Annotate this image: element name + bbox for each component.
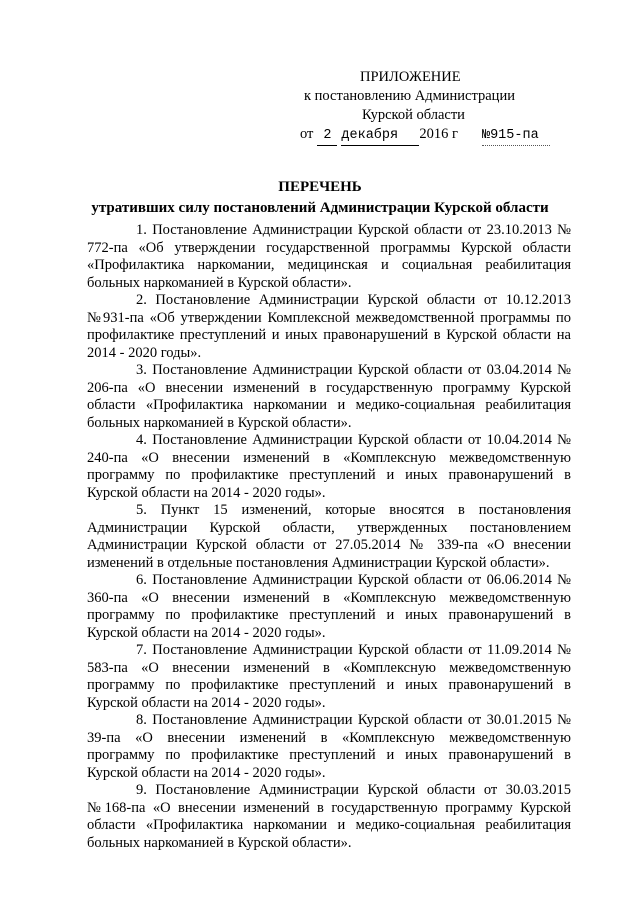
document-subtitle: утративших силу постановлений Администрации Курской области (91, 200, 549, 216)
list-item: 4. Постановление Администрации Курской области от 10.04.2014 № 240-па «О внесении изменений в «Комплексную межведомственную программу по профилактике преступлений и иных правонарушений в Курской области на 2014 - 2020 годы». (87, 432, 571, 501)
appendix-date-line (300, 125, 560, 146)
list-item: 7. Постановление Администрации Курской области от 11.09.2014 № 583-па «О внесении изменений в «Комплексную межведомственную программу по профилактике преступлений и иных правонарушений в Курской области на 2014 - 2020 годы». (87, 642, 571, 711)
document-heading (0, 178, 640, 217)
document-title: ПЕРЕЧЕНЬ (278, 179, 362, 195)
date-month: декабря (341, 126, 419, 146)
document-number: №915-па (482, 126, 550, 146)
list-item: 5. Пункт 15 изменений, которые вносятся в постановления Администрации Курской области, утвержденных постановлением Администрации Курской области от 27.05.2014 № 339-па «О внесении изменений в отдельные постановления Администрации Курской области». (87, 502, 571, 571)
list-body (87, 222, 571, 852)
date-prefix: от (300, 126, 314, 142)
list-item: 8. Постановление Администрации Курской области от 30.01.2015 № 39-па «О внесении изменений в «Комплексную межведомственную программу по профилактике преступлений и иных правонарушений в Курской области на 2014 - 2020 годы». (87, 712, 571, 781)
appendix-block (300, 68, 560, 146)
appendix-label: ПРИЛОЖЕНИЕ (360, 69, 461, 85)
list-item: 3. Постановление Администрации Курской области от 03.04.2014 № 206-па «О внесении изменений в государственную программу Курской области «Профилактика наркомании и медико-социальная реабилитация больных наркоманией в Курской области». (87, 362, 571, 431)
appendix-line-region: Курской области (362, 107, 465, 123)
date-year: 2016 г (419, 126, 458, 142)
list-item: 2. Постановление Администрации Курской области от 10.12.2013 №931-па «Об утверждении Комплексной межведомственной программы по профилактике преступлений и иных правонарушений в Курской области на 2014 - 2020 годы». (87, 292, 571, 361)
list-item: 9. Постановление Администрации Курской области от 30.03.2015 №168-па «О внесении изменений в государственную программу Курской области «Профилактика наркомании и медико-социальная реабилитация больных наркоманией в Курской области». (87, 782, 571, 851)
appendix-line-resolution: к постановлению Администрации (304, 88, 515, 104)
list-item: 1. Постановление Администрации Курской области от 23.10.2013 № 772-па «Об утверждении государственной программы Курской области «Профилактика наркомании, медицинская и социальная реабилитация больных наркоманией в Курской области». (87, 222, 571, 291)
list-item: 6. Постановление Администрации Курской области от 06.06.2014 № 360-па «О внесении изменений в «Комплексную межведомственную программу по профилактике преступлений и иных правонарушений в Курской области на 2014 - 2020 годы». (87, 572, 571, 641)
date-day: 2 (317, 126, 337, 146)
